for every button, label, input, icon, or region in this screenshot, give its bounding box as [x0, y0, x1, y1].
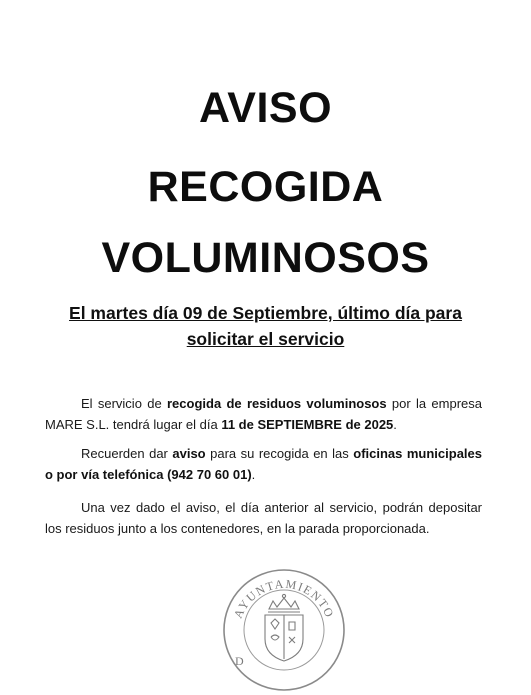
text: .: [251, 467, 256, 482]
text: El servicio de: [81, 396, 167, 411]
text: para su recogida en las: [205, 446, 354, 461]
text: Recuerden dar: [81, 446, 173, 461]
paragraph-deposit: [45, 497, 482, 539]
date-bold: 11 de SEPTIEMBRE de 2025: [221, 417, 394, 432]
subtitle-line-2: solicitar el servicio: [186, 329, 345, 349]
coat-of-arms-icon: [265, 615, 303, 661]
title-aviso: AVISO: [198, 84, 333, 132]
text: Una vez dado el aviso, el día anterior al servicio, podrán depositar los residuos junto a los contenedores, en la parada proporcionada.: [45, 500, 482, 536]
text-bold: aviso: [172, 446, 206, 461]
crown-icon: [268, 594, 300, 612]
seal-letter: D: [235, 654, 244, 668]
paragraph-notice: [45, 443, 482, 485]
text: por la empresa MARE S.L. tendrá lugar el día: [45, 396, 482, 432]
subtitle-line-1: El martes día 09 de Septiembre, último día para: [69, 303, 462, 323]
paragraph-service: [45, 393, 482, 435]
town-hall-seal: [219, 565, 349, 695]
seal-text: AYUNTAMIENTO: [230, 576, 338, 621]
title-voluminosos: VOLUMINOSOS: [101, 234, 430, 282]
text-bold: recogida de residuos voluminosos: [166, 396, 387, 411]
contact-bold: oficinas municipales o por vía telefónica (942 70 60 01): [45, 446, 482, 482]
text: .: [393, 417, 397, 432]
title-recogida: RECOGIDA: [147, 163, 384, 211]
